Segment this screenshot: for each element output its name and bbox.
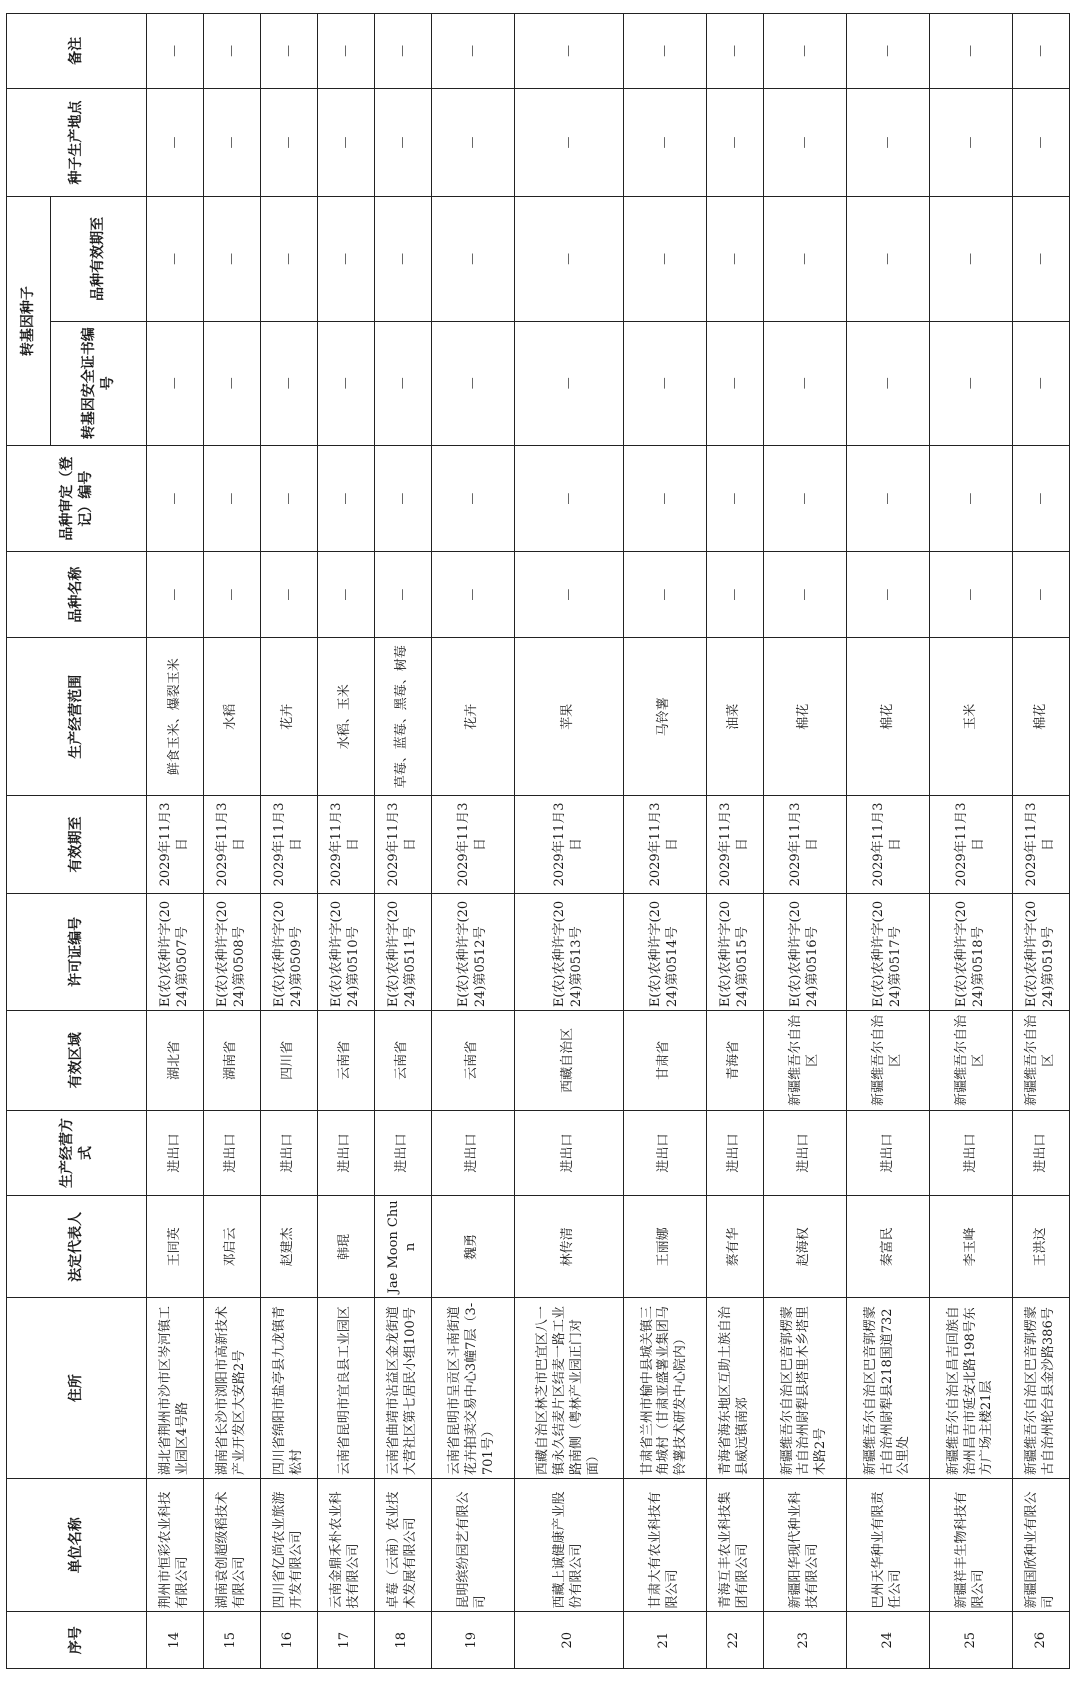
row-business-mode: 进出口 — [203, 1110, 260, 1196]
row-seq: 17 — [317, 1612, 374, 1669]
row-variety-name: — — [374, 552, 431, 638]
row-business-mode: 进出口 — [706, 1110, 763, 1196]
row-address: 青海省海东地区互助土族自治县威远镇南郊 — [706, 1298, 763, 1479]
row-production-site: — — [431, 88, 514, 197]
row-variety-name: — — [514, 552, 623, 638]
row-production-site: — — [374, 88, 431, 197]
row-unit-name: 卓莓（云南）农业技术发展有限公司 — [374, 1479, 431, 1612]
row-legal-rep: 秦富民 — [846, 1196, 929, 1298]
row-note: — — [763, 14, 846, 89]
row-variety-name: — — [317, 552, 374, 638]
table-row — [374, 14, 431, 1669]
header-unit-name: 单位名称 — [7, 1479, 147, 1612]
row-gm-valid-until: — — [260, 197, 317, 321]
table-row — [317, 14, 374, 1669]
row-production-site: — — [763, 88, 846, 197]
row-business-scope: 棉花 — [846, 638, 929, 796]
row-valid-region: 云南省 — [317, 1011, 374, 1110]
row-variety-name: — — [431, 552, 514, 638]
row-legal-rep: 王洪这 — [1013, 1196, 1070, 1298]
row-address: 湖北省荆州市沙市区岑河镇工业园区4号路 — [147, 1298, 204, 1479]
row-valid-region: 西藏自治区 — [514, 1011, 623, 1110]
row-business-scope: 棉花 — [1013, 638, 1070, 796]
row-valid-until: 2029年11月3日 — [147, 796, 204, 893]
row-address: 四川省绵阳市盐亭县九龙镇青松村 — [260, 1298, 317, 1479]
row-variety-name: — — [846, 552, 929, 638]
row-seq: 16 — [260, 1612, 317, 1669]
row-legal-rep: 蔡有华 — [706, 1196, 763, 1298]
row-gm-valid-until: — — [623, 197, 706, 321]
row-license-no: E(农)农种许字(2024)第0510号 — [317, 893, 374, 1011]
table-row — [431, 14, 514, 1669]
row-valid-until: 2029年11月3日 — [260, 796, 317, 893]
row-legal-rep: Jae Moon Chun — [374, 1196, 431, 1298]
table-row — [1013, 14, 1070, 1669]
row-gm-cert-no: — — [147, 321, 204, 445]
row-production-site: — — [147, 88, 204, 197]
row-seq: 20 — [514, 1612, 623, 1669]
row-business-scope: 草莓、蓝莓、黑莓、树莓 — [374, 638, 431, 796]
row-note: — — [203, 14, 260, 89]
row-approval-no: — — [317, 445, 374, 551]
row-seq: 21 — [623, 1612, 706, 1669]
row-license-no: E(农)农种许字(2024)第0515号 — [706, 893, 763, 1011]
row-license-no: E(农)农种许字(2024)第0513号 — [514, 893, 623, 1011]
row-variety-name: — — [763, 552, 846, 638]
row-unit-name: 甘肃大有农业科技有限公司 — [623, 1479, 706, 1612]
row-legal-rep: 赵建杰 — [260, 1196, 317, 1298]
row-approval-no: — — [846, 445, 929, 551]
header-license-no: 许可证编号 — [7, 893, 147, 1011]
row-seq: 24 — [846, 1612, 929, 1669]
row-license-no: E(农)农种许字(2024)第0509号 — [260, 893, 317, 1011]
row-variety-name: — — [929, 552, 1012, 638]
row-gm-cert-no: — — [431, 321, 514, 445]
row-business-scope: 水稻、玉米 — [317, 638, 374, 796]
header-gm-seed-group: 转基因种子 — [7, 197, 51, 446]
row-unit-name: 青海互丰农业科技集团有限公司 — [706, 1479, 763, 1612]
row-note: — — [1013, 14, 1070, 89]
table-row — [623, 14, 706, 1669]
row-gm-valid-until: — — [706, 197, 763, 321]
row-approval-no: — — [203, 445, 260, 551]
row-variety-name: — — [147, 552, 204, 638]
row-legal-rep: 林传清 — [514, 1196, 623, 1298]
row-license-no: E(农)农种许字(2024)第0508号 — [203, 893, 260, 1011]
row-variety-name: — — [203, 552, 260, 638]
row-unit-name: 四川省亿尚农业旅游开发有限公司 — [260, 1479, 317, 1612]
row-production-site: — — [317, 88, 374, 197]
row-valid-region: 云南省 — [431, 1011, 514, 1110]
row-approval-no: — — [763, 445, 846, 551]
row-production-site: — — [846, 88, 929, 197]
row-license-no: E(农)农种许字(2024)第0511号 — [374, 893, 431, 1011]
row-production-site: — — [260, 88, 317, 197]
seed-license-table — [6, 13, 1070, 1669]
row-legal-rep: 邓启云 — [203, 1196, 260, 1298]
row-gm-cert-no: — — [623, 321, 706, 445]
row-business-mode: 进出口 — [514, 1110, 623, 1196]
row-gm-cert-no: — — [846, 321, 929, 445]
row-variety-name: — — [706, 552, 763, 638]
row-note: — — [706, 14, 763, 89]
row-address: 云南省曲靖市沾益区金龙街道大营社区第七居民小组100号 — [374, 1298, 431, 1479]
row-license-no: E(农)农种许字(2024)第0507号 — [147, 893, 204, 1011]
table-row — [763, 14, 846, 1669]
row-unit-name: 新疆国欣种业有限公司 — [1013, 1479, 1070, 1612]
row-approval-no: — — [147, 445, 204, 551]
table-row — [147, 14, 204, 1669]
row-gm-valid-until: — — [203, 197, 260, 321]
row-valid-until: 2029年11月3日 — [203, 796, 260, 893]
row-seq: 15 — [203, 1612, 260, 1669]
row-business-mode: 进出口 — [763, 1110, 846, 1196]
header-gm-cert-no: 转基因安全证书编号 — [51, 321, 147, 445]
row-unit-name: 西藏上诚健康产业股份有限公司 — [514, 1479, 623, 1612]
row-gm-valid-until: — — [431, 197, 514, 321]
table-row — [706, 14, 763, 1669]
row-business-scope: 玉米 — [929, 638, 1012, 796]
row-production-site: — — [514, 88, 623, 197]
table-row — [260, 14, 317, 1669]
row-valid-until: 2029年11月3日 — [317, 796, 374, 893]
row-note: — — [147, 14, 204, 89]
row-license-no: E(农)农种许字(2024)第0516号 — [763, 893, 846, 1011]
row-address: 云南省昆明市宜良县工业园区 — [317, 1298, 374, 1479]
row-valid-region: 湖北省 — [147, 1011, 204, 1110]
row-valid-until: 2029年11月3日 — [623, 796, 706, 893]
row-business-scope: 水稻 — [203, 638, 260, 796]
row-gm-valid-until: — — [846, 197, 929, 321]
row-business-scope: 油菜 — [706, 638, 763, 796]
row-address: 新疆维吾尔自治区巴音郭楞蒙古自治州尉犁县218国道732公里处 — [846, 1298, 929, 1479]
row-seq: 14 — [147, 1612, 204, 1669]
row-gm-cert-no: — — [706, 321, 763, 445]
row-variety-name: — — [623, 552, 706, 638]
row-legal-rep: 赵海权 — [763, 1196, 846, 1298]
row-production-site: — — [706, 88, 763, 197]
row-approval-no: — — [929, 445, 1012, 551]
row-note: — — [431, 14, 514, 89]
row-gm-cert-no: — — [929, 321, 1012, 445]
row-gm-valid-until: — — [514, 197, 623, 321]
row-seq: 25 — [929, 1612, 1012, 1669]
row-unit-name: 荆州市恒彩农业科技有限公司 — [147, 1479, 204, 1612]
row-gm-cert-no: — — [317, 321, 374, 445]
row-license-no: E(农)农种许字(2024)第0517号 — [846, 893, 929, 1011]
row-unit-name: 新疆祥丰生物科技有限公司 — [929, 1479, 1012, 1612]
row-valid-until: 2029年11月3日 — [374, 796, 431, 893]
table-row — [846, 14, 929, 1669]
row-valid-region: 云南省 — [374, 1011, 431, 1110]
table-row — [929, 14, 1012, 1669]
header-approval-no: 品种审定（登记）编号 — [7, 445, 147, 551]
row-legal-rep: 魏勇 — [431, 1196, 514, 1298]
row-production-site: — — [623, 88, 706, 197]
row-business-mode: 进出口 — [846, 1110, 929, 1196]
row-valid-until: 2029年11月3日 — [514, 796, 623, 893]
row-valid-until: 2029年11月3日 — [431, 796, 514, 893]
row-business-mode: 进出口 — [1013, 1110, 1070, 1196]
row-approval-no: — — [374, 445, 431, 551]
row-address: 云南省昆明市呈贡区斗南街道花卉拍卖交易中心3幢7层（3-701号） — [431, 1298, 514, 1479]
row-valid-region: 新疆维吾尔自治区 — [846, 1011, 929, 1110]
header-gm-valid-until: 品种有效期至 — [51, 197, 147, 321]
row-seq: 19 — [431, 1612, 514, 1669]
row-note: — — [623, 14, 706, 89]
row-gm-cert-no: — — [1013, 321, 1070, 445]
row-address: 甘肃省兰州市榆中县城关镇三角城村（甘肃亚盛薯业集团马铃薯技术研发中心院内） — [623, 1298, 706, 1479]
row-legal-rep: 李玉峰 — [929, 1196, 1012, 1298]
row-approval-no: — — [260, 445, 317, 551]
header-seq: 序号 — [7, 1612, 147, 1669]
row-address: 湖南省长沙市浏阳市高新技术产业开发区大安路2号 — [203, 1298, 260, 1479]
row-gm-cert-no: — — [260, 321, 317, 445]
row-license-no: E(农)农种许字(2024)第0514号 — [623, 893, 706, 1011]
row-business-mode: 进出口 — [317, 1110, 374, 1196]
row-note: — — [929, 14, 1012, 89]
row-unit-name: 巴州天华种业有限责任公司 — [846, 1479, 929, 1612]
row-seq: 22 — [706, 1612, 763, 1669]
row-valid-until: 2029年11月3日 — [763, 796, 846, 893]
row-production-site: — — [929, 88, 1012, 197]
row-note: — — [317, 14, 374, 89]
row-valid-region: 甘肃省 — [623, 1011, 706, 1110]
row-valid-until: 2029年11月3日 — [929, 796, 1012, 893]
row-valid-region: 四川省 — [260, 1011, 317, 1110]
row-business-scope: 马铃薯 — [623, 638, 706, 796]
header-legal-rep: 法定代表人 — [7, 1196, 147, 1298]
row-gm-valid-until: — — [374, 197, 431, 321]
row-unit-name: 云南金鼎禾朴农业科技有限公司 — [317, 1479, 374, 1612]
row-approval-no: — — [514, 445, 623, 551]
row-business-mode: 进出口 — [260, 1110, 317, 1196]
row-legal-rep: 王丽娜 — [623, 1196, 706, 1298]
header-production-site: 种子生产地点 — [7, 88, 147, 197]
row-note: — — [514, 14, 623, 89]
row-legal-rep: 韩琨 — [317, 1196, 374, 1298]
row-seq: 18 — [374, 1612, 431, 1669]
row-gm-cert-no: — — [203, 321, 260, 445]
row-address: 西藏自治区林芝市巴宜区八一镇永久结麦片区结麦一路工业路南侧（粤林产业园正门对面） — [514, 1298, 623, 1479]
row-gm-valid-until: — — [929, 197, 1012, 321]
row-note: — — [846, 14, 929, 89]
row-business-scope: 棉花 — [763, 638, 846, 796]
header-address: 住所 — [7, 1298, 147, 1479]
row-license-no: E(农)农种许字(2024)第0519号 — [1013, 893, 1070, 1011]
row-approval-no: — — [706, 445, 763, 551]
row-gm-valid-until: — — [763, 197, 846, 321]
row-production-site: — — [1013, 88, 1070, 197]
row-business-mode: 进出口 — [147, 1110, 204, 1196]
row-business-mode: 进出口 — [929, 1110, 1012, 1196]
header-note: 备注 — [7, 14, 147, 89]
row-business-mode: 进出口 — [374, 1110, 431, 1196]
row-address: 新疆维吾尔自治区巴音郭楞蒙古自治州轮台县金沙路386号 — [1013, 1298, 1070, 1479]
row-gm-cert-no: — — [514, 321, 623, 445]
row-license-no: E(农)农种许字(2024)第0512号 — [431, 893, 514, 1011]
row-valid-until: 2029年11月3日 — [1013, 796, 1070, 893]
row-note: — — [374, 14, 431, 89]
row-variety-name: — — [1013, 552, 1070, 638]
row-valid-until: 2029年11月3日 — [846, 796, 929, 893]
row-business-scope: 鲜食玉米、爆裂玉米 — [147, 638, 204, 796]
header-variety-name: 品种名称 — [7, 552, 147, 638]
row-business-scope: 苹果 — [514, 638, 623, 796]
header-business-scope: 生产经营范围 — [7, 638, 147, 796]
row-unit-name: 昆明缤纷园艺有限公司 — [431, 1479, 514, 1612]
row-valid-region: 新疆维吾尔自治区 — [929, 1011, 1012, 1110]
row-business-scope: 花卉 — [431, 638, 514, 796]
row-seq: 23 — [763, 1612, 846, 1669]
row-production-site: — — [203, 88, 260, 197]
row-business-mode: 进出口 — [431, 1110, 514, 1196]
header-valid-until: 有效期至 — [7, 796, 147, 893]
row-approval-no: — — [623, 445, 706, 551]
table-row — [514, 14, 623, 1669]
row-business-mode: 进出口 — [623, 1110, 706, 1196]
row-gm-valid-until: — — [1013, 197, 1070, 321]
row-gm-cert-no: — — [374, 321, 431, 445]
row-address: 新疆维吾尔自治区巴音郭楞蒙古自治州尉犁县塔里木乡塔里木路2号 — [763, 1298, 846, 1479]
row-license-no: E(农)农种许字(2024)第0518号 — [929, 893, 1012, 1011]
row-note: — — [260, 14, 317, 89]
row-valid-until: 2029年11月3日 — [706, 796, 763, 893]
row-gm-valid-until: — — [317, 197, 374, 321]
row-valid-region: 新疆维吾尔自治区 — [1013, 1011, 1070, 1110]
row-gm-cert-no: — — [763, 321, 846, 445]
row-address: 新疆维吾尔自治区昌吉回族自治州昌吉市延安北路198号东方广场主楼21层 — [929, 1298, 1012, 1479]
row-unit-name: 新疆阳华现代种业科技有限公司 — [763, 1479, 846, 1612]
header-business-mode: 生产经营方式 — [7, 1110, 147, 1196]
row-variety-name: — — [260, 552, 317, 638]
row-legal-rep: 王同英 — [147, 1196, 204, 1298]
row-business-scope: 花卉 — [260, 638, 317, 796]
row-gm-valid-until: — — [147, 197, 204, 321]
row-valid-region: 湖南省 — [203, 1011, 260, 1110]
header-valid-region: 有效区域 — [7, 1011, 147, 1110]
row-approval-no: — — [1013, 445, 1070, 551]
table-row — [203, 14, 260, 1669]
row-approval-no: — — [431, 445, 514, 551]
row-seq: 26 — [1013, 1612, 1070, 1669]
row-valid-region: 青海省 — [706, 1011, 763, 1110]
row-unit-name: 湖南袁创超级稻技术有限公司 — [203, 1479, 260, 1612]
row-valid-region: 新疆维吾尔自治区 — [763, 1011, 846, 1110]
